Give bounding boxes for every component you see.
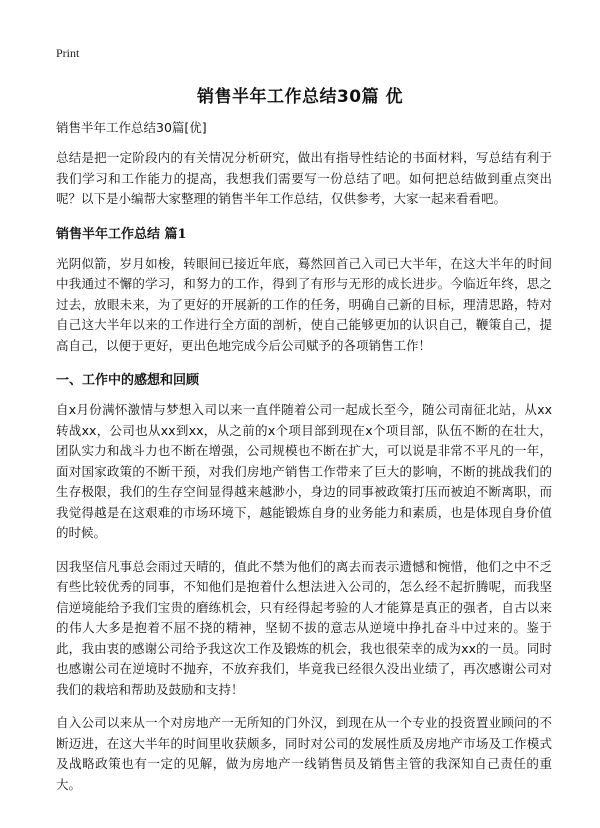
body-paragraph-3: 因我坚信凡事总会雨过天晴的，值此不禁为他们的离去而表示遗憾和惋惜，他们之中不乏有些比较优秀的同事，不知他们是抱着什么想法进入公司的，怎么经不起折腾呢，而我坚信逆境能给予我们宝贵的磨练机会，只有经得起考验的人才能算是真正的强者，自古以来的伟人大多是抱着不屈不挠的精神，坚韧不拔的意志从逆境中挣扎奋斗中过来的。鉴于此，我由衷的感谢公司给予我这次工作及锻炼的机会，我也很荣幸的成为xx的一员。同时也感谢公司在逆境时不抛弃，不放弃我们，毕竟我已经很久没出业绩了，再次感谢公司对我们的栽培和帮助及鼓励和支持！	[56, 558, 552, 697]
body-paragraph-2: 自x月份满怀激情与梦想入司以来一直伴随着公司一起成长至今，随公司南征北站，从xx转战xx，公司也从xx到xx，从之前的x个项目部到现在x个项目部，队伍不断的在壮大，团队实力和战斗力也不断在增强，公司规模也不断在扩大，可以说是非常不平凡的一年，面对国家政策的不断干预，对我们房地产销售工作带来了巨大的影响，不断的挑战我们的生存极限，我们的生存空间显得越来越渺小，身边的同事被政策打压而被迫不断离职，而我觉得越是在这艰难的市场环境下，越能锻炼自身的业务能力和素质，也是体现自身价值的时候。	[56, 402, 552, 540]
document-subtitle: 销售半年工作总结30篇[优]	[56, 120, 207, 135]
subsection-heading: 一、工作中的感想和回顾	[56, 373, 200, 388]
section-heading: 销售半年工作总结 篇1	[56, 226, 187, 242]
document-body	[56, 118, 552, 808]
intro-paragraph: 总结是把一定阶段内的有关情况分析研究，做出有指导性结论的书面材料，写总结有利于我们学习和工作能力的提高，我想我们需要写一份总结了吧。如何把总结做到重点突出呢？以下是小编帮大家整理的销售半年工作总结，仅供参考，大家一起来看看吧。	[56, 150, 552, 206]
section1-paragraph: 光阴似箭，岁月如梭，转眼间已接近年底，蓦然回首己入司已大半年，在这大半年的时间中我通过不懈的学习，和努力的工作，得到了有形与无形的成长进步。今临近年终，思之过去，放眼未来，为了更好的开展新的工作的任务，明确自己新的目标，理清思路，特对自己这大半年以来的工作进行全方面的剖析，使自己能够更加的认识自己，鞭策自己，提高自己，以便于更好，更出色地完成今后公司赋予的各项销售工作！	[56, 255, 552, 353]
document-title: 销售半年工作总结30篇 优	[196, 87, 404, 107]
body-paragraph-4: 自入公司以来从一个对房地产一无所知的门外汉，到现在从一个专业的投资置业顾问的不断迈进，在这大半年的时间里收获颇多，同时对公司的发展性质及房地产市场及工作模式及战略政策也有一定的见解，做为房地产一线销售员及销售主管的我深知自己责任的重大。	[56, 715, 552, 792]
print-link[interactable]: Print	[56, 46, 80, 60]
